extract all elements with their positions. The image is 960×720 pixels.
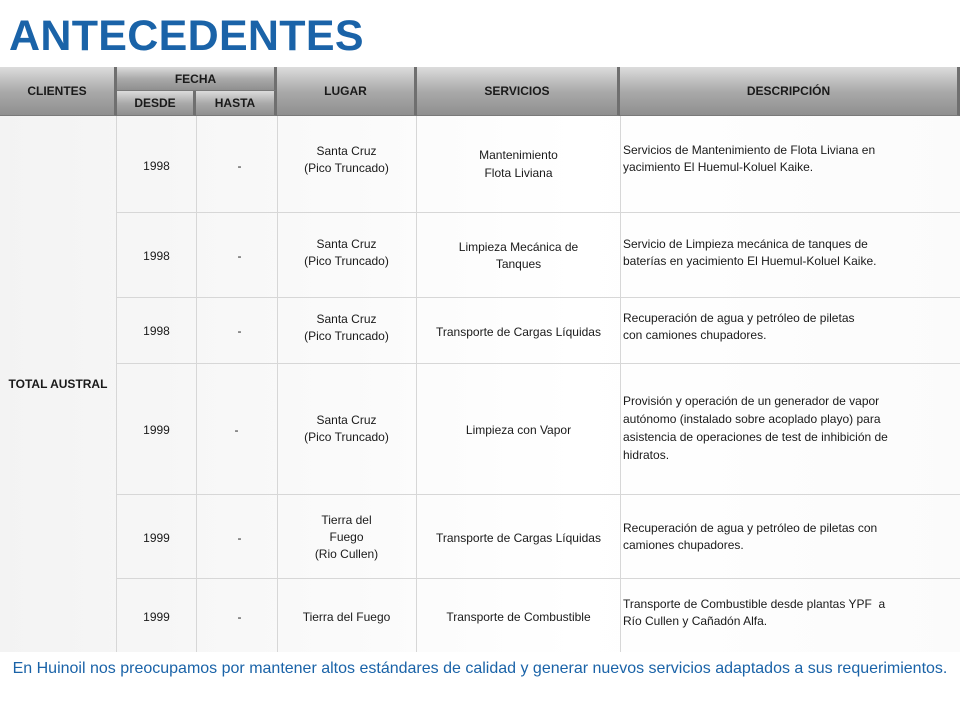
lugar-cell <box>277 494 416 578</box>
table-row <box>0 212 960 297</box>
footer-statement: En Huinoil nos preocupamos por mantener altos estándares de calidad y generar nuevos servicios adaptados a sus requerimientos. <box>12 660 948 677</box>
table-row <box>0 297 960 363</box>
lugar-line: (Pico Truncado) <box>304 161 389 175</box>
lugar-line: (Pico Truncado) <box>304 329 389 343</box>
desde-cell: 1999 <box>143 609 170 624</box>
page-title: ANTECEDENTES <box>9 12 364 60</box>
descripcion-cell <box>620 363 960 494</box>
desde-cell: 1998 <box>143 248 170 263</box>
descripcion-line: Servicios de Mantenimiento de Flota Liviana en <box>623 143 876 157</box>
header-clientes: CLIENTES <box>0 67 117 116</box>
servicio-line: Limpieza Mecánica de <box>458 239 579 254</box>
hasta-cell: - <box>237 609 242 624</box>
descripcion-line: Recuperación de agua y petróleo de piletas <box>623 311 855 325</box>
header-servicios: SERVICIOS <box>417 67 620 116</box>
header-lugar: LUGAR <box>277 67 417 116</box>
header-desde: DESDE <box>117 91 196 116</box>
lugar-line: (Pico Truncado) <box>304 429 389 444</box>
hasta-cell: - <box>237 158 242 173</box>
servicio-cell <box>417 297 620 363</box>
table-row <box>0 494 960 578</box>
descripcion-line: yacimiento El Huemul-Koluel Kaike. <box>623 160 814 174</box>
lugar-line: Tierra del Fuego <box>302 609 391 624</box>
servicio-line: Transporte de Combustible <box>446 609 591 624</box>
servicio-line: Mantenimiento <box>479 148 558 162</box>
header-descripcion: DESCRIPCIÓN <box>620 67 960 116</box>
table-row <box>0 363 960 494</box>
servicio-line: Tanques <box>495 256 542 271</box>
servicio-line: Transporte de Cargas Líquidas <box>436 530 601 545</box>
lugar-line: Tierra del <box>321 512 372 527</box>
descripcion-line: Provisión y operación de un generador de vapor <box>623 393 880 408</box>
hasta-cell: - <box>237 530 242 545</box>
servicio-cell <box>417 212 620 297</box>
lugar-cell <box>277 297 416 363</box>
hasta-cell: - <box>237 248 242 263</box>
lugar-cell <box>277 363 416 494</box>
descripcion-cell <box>620 297 960 363</box>
descripcion-line: Servicio de Limpieza mecánica de tanques de <box>623 236 868 251</box>
desde-cell: 1999 <box>143 423 170 437</box>
lugar-line: Santa Cruz <box>316 144 377 158</box>
header-fecha: FECHA <box>117 67 277 91</box>
client-name: TOTAL AUSTRAL <box>8 377 108 391</box>
servicio-line: Flota Liviana <box>484 166 553 180</box>
lugar-line: Santa Cruz <box>316 412 377 427</box>
descripcion-line: autónomo (instalado sobre acoplado playo) para <box>623 411 881 426</box>
lugar-line: (Rio Cullen) <box>314 546 379 561</box>
servicio-cell <box>417 578 620 652</box>
table-row <box>0 116 960 212</box>
descripcion-line: baterías en yacimiento El Huemul-Koluel Kaike. <box>623 253 877 268</box>
lugar-cell <box>277 578 416 652</box>
servicio-cell <box>417 363 620 494</box>
descripcion-line: Recuperación de agua y petróleo de piletas con <box>623 521 878 535</box>
lugar-cell <box>277 212 416 297</box>
table-row <box>0 578 960 652</box>
lugar-cell <box>277 116 416 212</box>
lugar-line: Santa Cruz <box>316 236 377 251</box>
desde-cell: 1998 <box>143 323 170 338</box>
lugar-line: (Pico Truncado) <box>304 253 389 268</box>
descripcion-cell <box>620 578 960 652</box>
servicio-line: Transporte de Cargas Líquidas <box>436 324 601 339</box>
lugar-line: Santa Cruz <box>316 312 377 326</box>
descripcion-line: hidratos. <box>623 447 670 462</box>
hasta-cell: - <box>234 423 239 437</box>
descripcion-line: Río Cullen y Cañadón Alfa. <box>623 614 768 628</box>
desde-cell: 1998 <box>143 158 170 173</box>
header-hasta: HASTA <box>196 91 277 116</box>
descripcion-line: camiones chupadores. <box>623 538 744 552</box>
desde-cell: 1999 <box>143 530 170 545</box>
descripcion-line: con camiones chupadores. <box>623 328 767 342</box>
lugar-line: Fuego <box>329 529 364 544</box>
descripcion-cell <box>620 116 960 212</box>
servicio-cell <box>417 494 620 578</box>
descripcion-cell <box>620 494 960 578</box>
descripcion-line: asistencia de operaciones de test de inhibición de <box>623 429 888 444</box>
hasta-cell: - <box>237 323 242 338</box>
servicio-cell <box>417 116 620 212</box>
servicio-line: Limpieza con Vapor <box>465 423 572 437</box>
descripcion-cell <box>620 212 960 297</box>
descripcion-line: Transporte de Combustible desde plantas YPF a <box>623 597 886 611</box>
